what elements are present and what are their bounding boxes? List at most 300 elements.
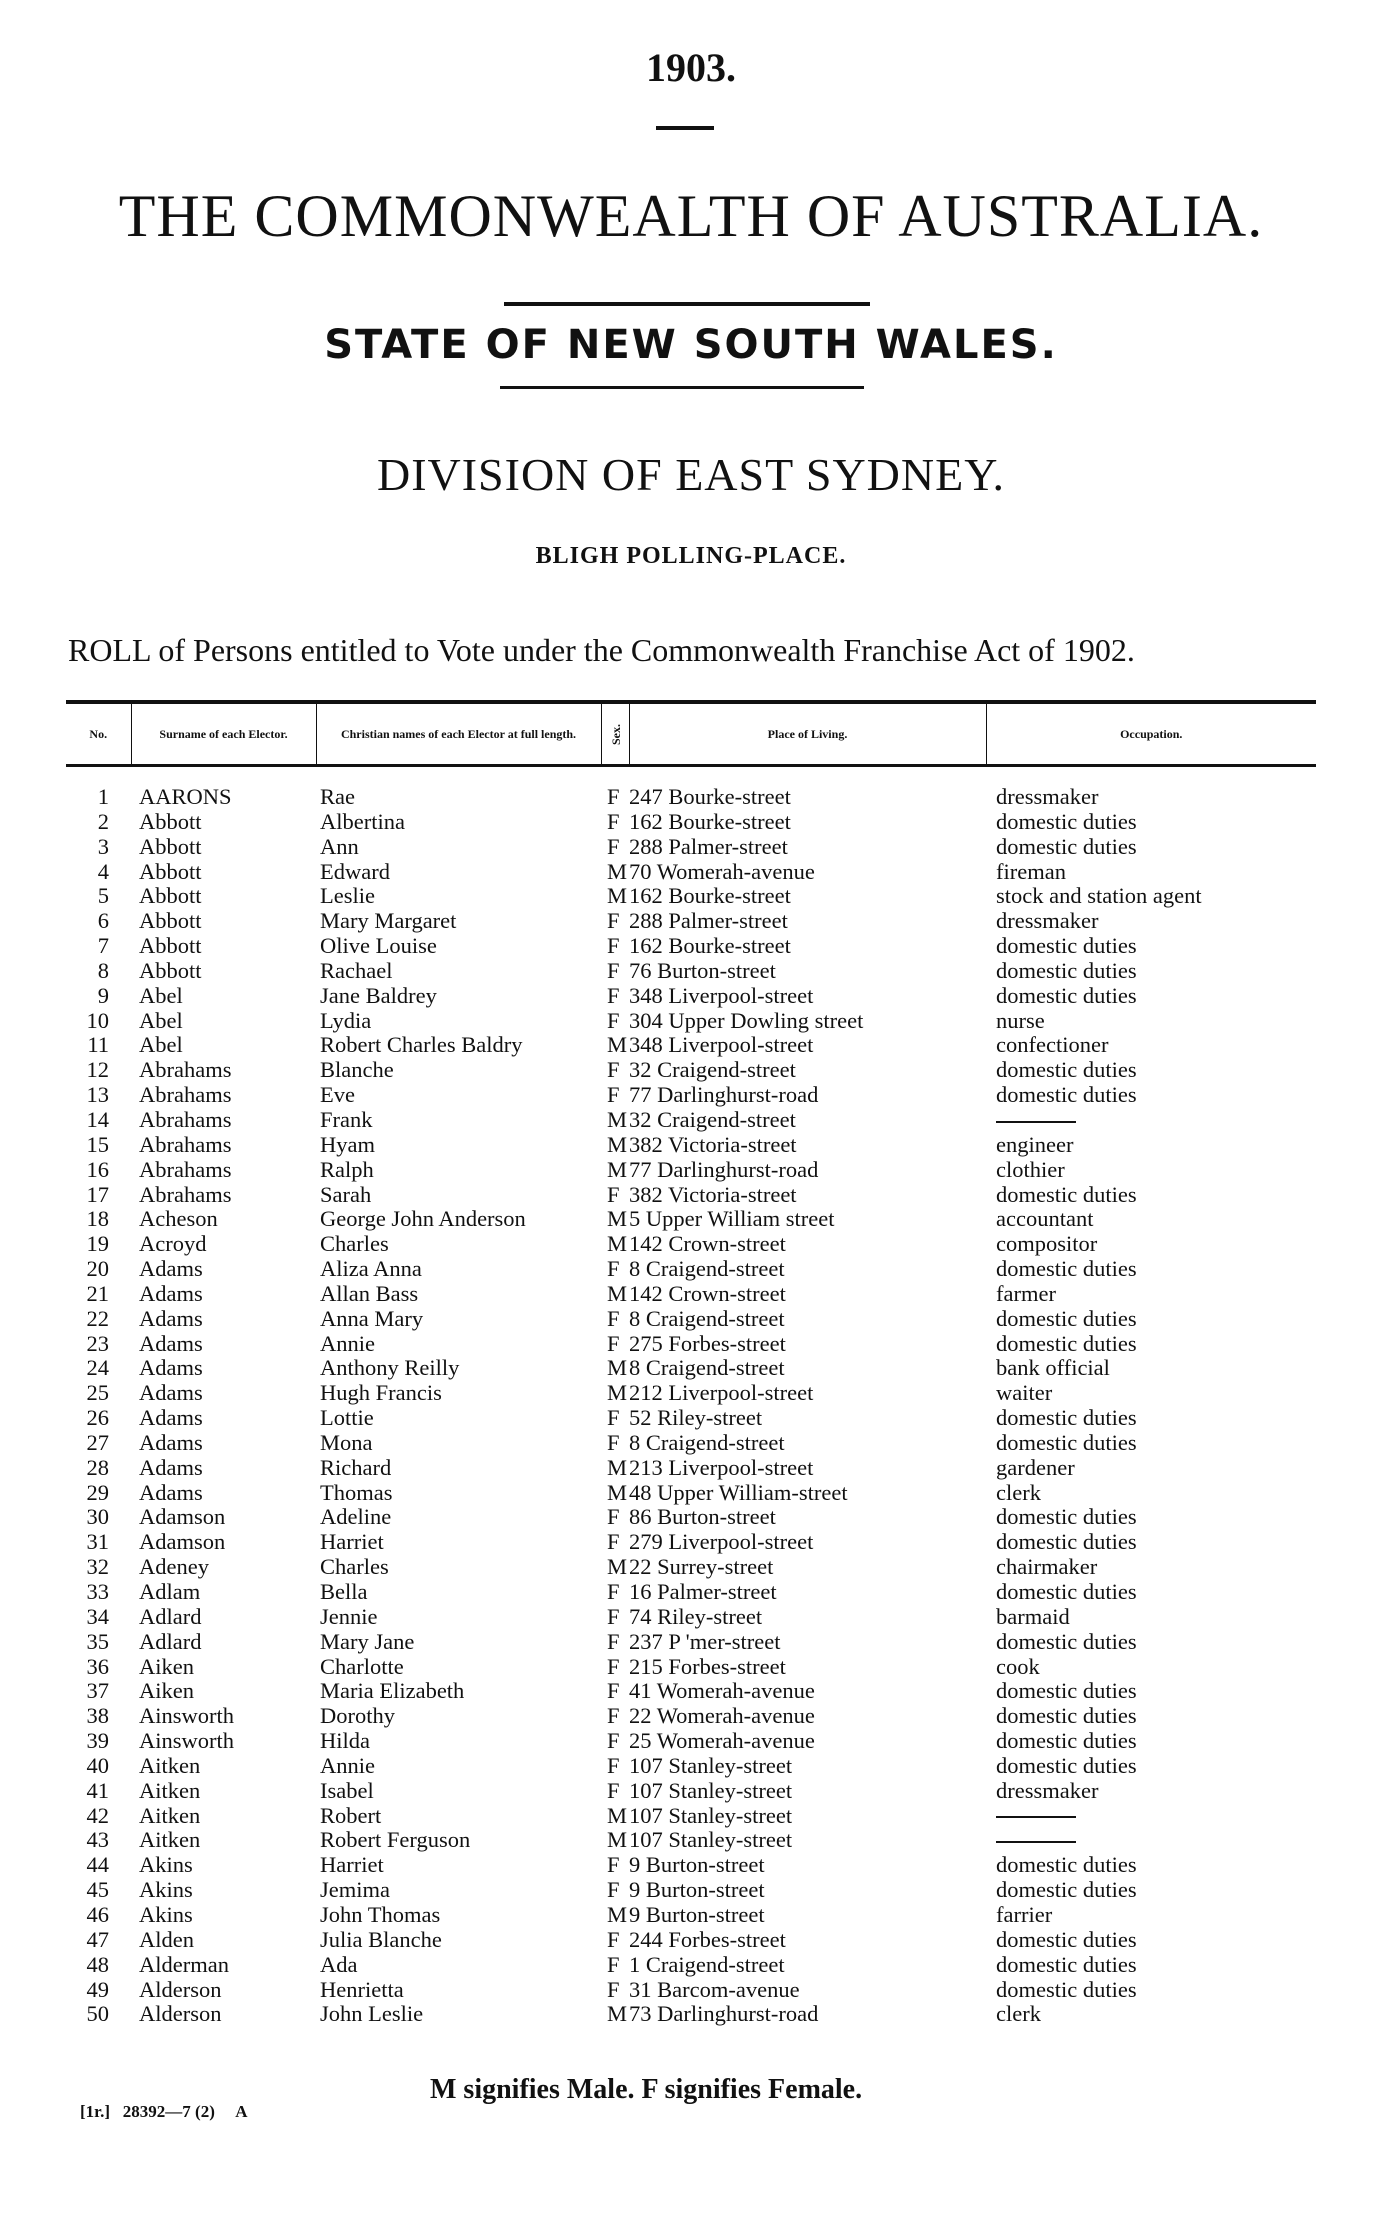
christian-names-cell: Charles: [320, 1554, 389, 1580]
christian-names-cell: Frank: [320, 1106, 373, 1132]
place-of-living-cell: 382 Victoria-street: [629, 1131, 797, 1157]
place-of-living-cell: 107 Stanley-street: [629, 1827, 793, 1853]
surname-cell: Adams: [139, 1429, 203, 1455]
row-number: 38: [86, 1703, 109, 1729]
occupation-cell: domestic duties: [996, 1181, 1137, 1207]
table-row: [66, 1505, 1316, 1530]
sex-cell: M: [607, 1156, 628, 1182]
sex-cell: M: [607, 883, 628, 909]
sex-cell: F: [607, 1628, 620, 1654]
row-number: 34: [86, 1603, 109, 1629]
sex-cell: F: [607, 1752, 620, 1778]
surname-cell: Abbott: [139, 808, 202, 834]
place-of-living-cell: 237 P 'mer-street: [629, 1628, 781, 1654]
place-of-living-cell: 8 Craigend-street: [629, 1429, 785, 1455]
sex-cell: M: [607, 1802, 628, 1828]
surname-cell: Ainsworth: [139, 1728, 234, 1754]
table-row: [66, 835, 1316, 860]
place-of-living-cell: 304 Upper Dowling street: [629, 1007, 864, 1033]
table-row: [66, 1456, 1316, 1481]
christian-names-cell: Bella: [320, 1579, 368, 1604]
christian-names-cell: Allan Bass: [320, 1280, 419, 1306]
place-of-living-cell: 288 Palmer-street: [629, 908, 788, 934]
place-of-living-cell: 107 Stanley-street: [629, 1752, 793, 1778]
table-row: [66, 1903, 1316, 1928]
row-number: 5: [97, 883, 109, 909]
christian-names-cell: Eve: [320, 1082, 355, 1108]
christian-names-cell: Annie: [320, 1330, 375, 1356]
surname-cell: Alderson: [139, 1976, 222, 2002]
sex-cell: F: [607, 1703, 620, 1729]
row-number: 37: [86, 1678, 109, 1704]
occupation-cell: domestic duties: [996, 1579, 1137, 1604]
table-row: [66, 1332, 1316, 1357]
sex-cell: F: [607, 1405, 620, 1431]
sex-cell: F: [607, 957, 620, 983]
surname-cell: Abbott: [139, 858, 202, 884]
row-number: 18: [86, 1206, 109, 1232]
table-row: [66, 1133, 1316, 1158]
christian-names-cell: Jennie: [320, 1603, 378, 1629]
surname-cell: Adams: [139, 1405, 203, 1431]
sex-cell: F: [607, 1777, 620, 1803]
table-row: [66, 1083, 1316, 1108]
christian-names-cell: Mona: [320, 1429, 373, 1455]
row-number: 28: [86, 1454, 109, 1480]
surname-cell: Abel: [139, 1032, 183, 1058]
table-row: [66, 934, 1316, 959]
surname-cell: Aiken: [139, 1653, 194, 1679]
surname-cell: Abbott: [139, 908, 202, 934]
occupation-cell: clerk: [996, 2001, 1041, 2027]
sex-cell: M: [607, 1280, 628, 1306]
place-of-living-cell: 142 Crown-street: [629, 1231, 786, 1257]
place-of-living-cell: 9 Burton-street: [629, 1901, 765, 1927]
surname-cell: Adams: [139, 1280, 203, 1306]
row-number: 16: [86, 1156, 109, 1182]
sex-cell: F: [607, 833, 620, 859]
surname-cell: Abrahams: [139, 1156, 232, 1182]
occupation-cell: dressmaker: [996, 908, 1099, 934]
occupation-cell: dressmaker: [996, 1777, 1099, 1803]
row-number: 12: [86, 1057, 109, 1083]
table-row: [66, 1282, 1316, 1307]
table-row: [66, 1828, 1316, 1853]
row-number: 25: [86, 1380, 109, 1406]
table-row: [66, 1754, 1316, 1779]
occupation-cell: engineer: [996, 1131, 1074, 1157]
table-body: [66, 766, 1316, 2028]
sex-cell: F: [607, 1429, 620, 1455]
surname-cell: Adams: [139, 1355, 203, 1381]
christian-names-cell: Richard: [320, 1454, 392, 1480]
place-of-living-cell: 244 Forbes-street: [629, 1926, 786, 1952]
surname-cell: Akins: [139, 1852, 193, 1878]
place-of-living-cell: 275 Forbes-street: [629, 1330, 786, 1356]
sex-cell: M: [607, 1131, 628, 1157]
table-row: [66, 1729, 1316, 1754]
row-number: 45: [86, 1877, 109, 1903]
table-row: [66, 1108, 1316, 1133]
place-of-living-cell: 77 Darlinghurst-road: [629, 1156, 819, 1182]
sex-cell: F: [607, 1579, 620, 1604]
occupation-cell: domestic duties: [996, 933, 1137, 959]
row-number: 15: [86, 1131, 109, 1157]
row-number: 30: [86, 1504, 109, 1530]
occupation-cell: barmaid: [996, 1603, 1070, 1629]
christian-names-cell: Lydia: [320, 1007, 372, 1033]
sex-cell: F: [607, 808, 620, 834]
christian-names-cell: Maria Elizabeth: [320, 1678, 465, 1704]
occupation-cell: domestic duties: [996, 1628, 1137, 1654]
occupation-cell: domestic duties: [996, 1852, 1137, 1878]
column-header-no: No.: [66, 702, 131, 766]
row-number: 20: [86, 1256, 109, 1282]
row-number: 48: [86, 1951, 109, 1977]
christian-names-cell: Jane Baldrey: [320, 982, 437, 1008]
place-of-living-cell: 162 Bourke-street: [629, 808, 791, 834]
christian-names-cell: Lottie: [320, 1405, 374, 1431]
christian-names-cell: Edward: [320, 858, 390, 884]
occupation-cell: waiter: [996, 1380, 1053, 1406]
surname-cell: Abbott: [139, 883, 202, 909]
christian-names-cell: Robert: [320, 1802, 382, 1828]
polling-place-title: BLIGH POLLING-PLACE.: [535, 543, 847, 569]
place-of-living-cell: 86 Burton-street: [629, 1504, 776, 1530]
table-row: [66, 1978, 1316, 2003]
table-row: [66, 959, 1316, 984]
place-of-living-cell: 70 Womerah-avenue: [629, 858, 815, 884]
row-number: 33: [86, 1579, 109, 1604]
blank-occupation-dash: [996, 1121, 1076, 1123]
row-number: 27: [86, 1429, 109, 1455]
surname-cell: Akins: [139, 1901, 193, 1927]
table-row: [66, 1356, 1316, 1381]
occupation-cell: compositor: [996, 1231, 1098, 1257]
column-header-occupation: Occupation.: [986, 702, 1316, 766]
table-row: [66, 1009, 1316, 1034]
country-title: THE COMMONWEALTH OF AUSTRALIA.: [118, 183, 1264, 249]
surname-cell: Alden: [139, 1926, 194, 1952]
sex-cell: F: [607, 1256, 620, 1282]
christian-names-cell: Annie: [320, 1752, 375, 1778]
christian-names-cell: Mary Jane: [320, 1628, 415, 1654]
row-number: 49: [86, 1976, 109, 2002]
place-of-living-cell: 73 Darlinghurst-road: [629, 2001, 819, 2027]
surname-cell: Abrahams: [139, 1131, 232, 1157]
surname-cell: Abel: [139, 1007, 183, 1033]
column-header-sex: Sex.: [601, 702, 629, 766]
division-title: DIVISION OF EAST SYDNEY.: [376, 449, 1006, 500]
christian-names-cell: Julia Blanche: [320, 1926, 442, 1952]
christian-names-cell: Thomas: [320, 1479, 393, 1505]
row-number: 29: [86, 1479, 109, 1505]
occupation-cell: farmer: [996, 1280, 1056, 1306]
surname-cell: Adams: [139, 1256, 203, 1282]
table-row: [66, 1779, 1316, 1804]
occupation-cell: domestic duties: [996, 808, 1137, 834]
row-number: 24: [86, 1355, 109, 1381]
surname-cell: Adlard: [139, 1603, 202, 1629]
surname-cell: Aitken: [139, 1827, 201, 1853]
table-row: [66, 1853, 1316, 1878]
sex-cell: F: [607, 1852, 620, 1878]
occupation-cell: domestic duties: [996, 1926, 1137, 1952]
row-number: 47: [86, 1926, 109, 1952]
surname-cell: Adams: [139, 1454, 203, 1480]
place-of-living-cell: 48 Upper William-street: [629, 1479, 848, 1505]
place-of-living-cell: 8 Craigend-street: [629, 1355, 785, 1381]
row-number: 8: [97, 957, 109, 983]
occupation-cell: domestic duties: [996, 1728, 1137, 1754]
place-of-living-cell: 107 Stanley-street: [629, 1802, 793, 1828]
christian-names-cell: Robert Charles Baldry: [320, 1032, 523, 1058]
row-number: 46: [86, 1901, 109, 1927]
electoral-roll-table: [66, 700, 1316, 2027]
sex-cell: F: [607, 1951, 620, 1977]
row-number: 11: [87, 1032, 109, 1058]
surname-cell: Adeney: [139, 1554, 209, 1580]
christian-names-cell: Olive Louise: [320, 933, 437, 959]
christian-names-cell: Harriet: [320, 1529, 384, 1555]
occupation-cell: domestic duties: [996, 1305, 1137, 1331]
surname-cell: Acheson: [139, 1206, 218, 1232]
sex-cell: F: [607, 1728, 620, 1754]
sex-cell: F: [607, 1529, 620, 1555]
sex-cell: M: [607, 1554, 628, 1580]
christian-names-cell: Charles: [320, 1231, 389, 1257]
sex-cell: F: [607, 784, 620, 809]
row-number: 26: [86, 1405, 109, 1431]
place-of-living-cell: 162 Bourke-street: [629, 933, 791, 959]
table-row: [66, 1679, 1316, 1704]
occupation-cell: domestic duties: [996, 1976, 1137, 2002]
surname-cell: Akins: [139, 1877, 193, 1903]
row-number: 2: [97, 808, 109, 834]
christian-names-cell: Ann: [320, 833, 359, 859]
table-row: [66, 1207, 1316, 1232]
year-rule: [656, 126, 714, 130]
place-of-living-cell: 107 Stanley-street: [629, 1777, 793, 1803]
sex-cell: M: [607, 1206, 628, 1232]
occupation-cell: domestic duties: [996, 1429, 1137, 1455]
column-header-place-of-living: Place of Living.: [629, 702, 986, 766]
occupation-cell: domestic duties: [996, 1057, 1137, 1083]
surname-cell: Adams: [139, 1380, 203, 1406]
place-of-living-cell: 32 Craigend-street: [629, 1057, 796, 1083]
table-header-row: [66, 702, 1316, 766]
table-row: [66, 1655, 1316, 1680]
occupation-cell: [986, 1828, 1316, 1853]
table-row: [66, 1431, 1316, 1456]
table-row: [66, 1804, 1316, 1829]
row-number: 42: [86, 1802, 109, 1828]
place-of-living-cell: 9 Burton-street: [629, 1852, 765, 1878]
table-row: [66, 1878, 1316, 1903]
occupation-cell: domestic duties: [996, 1256, 1137, 1282]
sex-cell: M: [607, 1231, 628, 1257]
row-number: 32: [86, 1554, 109, 1580]
table-row: [66, 1183, 1316, 1208]
occupation-cell: chairmaker: [996, 1554, 1098, 1580]
surname-cell: Adamson: [139, 1504, 226, 1530]
surname-cell: Aitken: [139, 1752, 201, 1778]
christian-names-cell: Hugh Francis: [320, 1380, 442, 1406]
surname-cell: Abrahams: [139, 1082, 232, 1108]
row-number: 41: [86, 1777, 109, 1803]
table-row: [66, 1605, 1316, 1630]
surname-cell: Abbott: [139, 833, 202, 859]
occupation-cell: cook: [996, 1653, 1040, 1679]
row-number: 6: [97, 908, 109, 934]
place-of-living-cell: 348 Liverpool-street: [629, 1032, 814, 1058]
christian-names-cell: Mary Margaret: [320, 908, 457, 934]
christian-names-cell: Hilda: [320, 1728, 370, 1754]
sex-cell: F: [607, 1653, 620, 1679]
place-of-living-cell: 32 Craigend-street: [629, 1106, 796, 1132]
place-of-living-cell: 213 Liverpool-street: [629, 1454, 814, 1480]
sex-cell: M: [607, 1380, 628, 1406]
table-row: [66, 1232, 1316, 1257]
sex-cell: M: [607, 1032, 628, 1058]
place-of-living-cell: 215 Forbes-street: [629, 1653, 786, 1679]
sex-cell: M: [607, 1355, 628, 1381]
sex-cell: M: [607, 858, 628, 884]
christian-names-cell: Jemima: [320, 1877, 390, 1903]
sex-cell: F: [607, 1330, 620, 1356]
occupation-cell: accountant: [996, 1206, 1094, 1232]
christian-names-cell: Albertina: [320, 808, 405, 834]
sex-cell: M: [607, 1106, 628, 1132]
sex-cell: F: [607, 1504, 620, 1530]
table-row: [66, 1530, 1316, 1555]
row-number: 31: [86, 1529, 109, 1555]
sex-cell: M: [607, 1901, 628, 1927]
sex-legend: M signifies Male. F signifies Female.: [430, 2074, 863, 2105]
blank-occupation-dash: [996, 1816, 1076, 1818]
christian-names-cell: Isabel: [320, 1777, 374, 1803]
occupation-cell: clothier: [996, 1156, 1065, 1182]
sex-cell: F: [607, 1057, 620, 1083]
sex-cell: M: [607, 1479, 628, 1505]
row-number: 1: [97, 784, 109, 809]
sex-cell: F: [607, 1976, 620, 2002]
surname-cell: Abel: [139, 982, 183, 1008]
row-number: 35: [86, 1628, 109, 1654]
row-number: 14: [86, 1106, 109, 1132]
table-row: [66, 1381, 1316, 1406]
christian-names-cell: Charlotte: [320, 1653, 404, 1679]
year-heading: 1903.: [646, 45, 736, 90]
place-of-living-cell: 382 Victoria-street: [629, 1181, 797, 1207]
christian-names-cell: Ada: [320, 1951, 358, 1977]
surname-cell: Aitken: [139, 1777, 201, 1803]
table-row: [66, 1580, 1316, 1605]
surname-cell: Acroyd: [139, 1231, 207, 1257]
sex-cell: F: [607, 1603, 620, 1629]
surname-cell: Aiken: [139, 1678, 194, 1704]
place-of-living-cell: 279 Liverpool-street: [629, 1529, 814, 1555]
table-row: [66, 860, 1316, 885]
place-of-living-cell: 25 Womerah-avenue: [629, 1728, 815, 1754]
place-of-living-cell: 5 Upper William street: [629, 1206, 835, 1232]
occupation-cell: clerk: [996, 1479, 1041, 1505]
occupation-cell: domestic duties: [996, 957, 1137, 983]
place-of-living-cell: 142 Crown-street: [629, 1280, 786, 1306]
christian-names-cell: Harriet: [320, 1852, 384, 1878]
table-row: [66, 1481, 1316, 1506]
surname-cell: Abbott: [139, 957, 202, 983]
sex-cell: F: [607, 1007, 620, 1033]
christian-names-cell: Henrietta: [320, 1976, 404, 2002]
table-row: [66, 1158, 1316, 1183]
place-of-living-cell: 9 Burton-street: [629, 1877, 765, 1903]
surname-cell: Adams: [139, 1330, 203, 1356]
sex-cell: F: [607, 933, 620, 959]
table-row: [66, 1630, 1316, 1655]
occupation-cell: domestic duties: [996, 833, 1137, 859]
surname-cell: Adamson: [139, 1529, 226, 1555]
christian-names-cell: Leslie: [320, 883, 375, 909]
place-of-living-cell: 76 Burton-street: [629, 957, 776, 983]
christian-names-cell: Anthony Reilly: [320, 1355, 460, 1381]
place-of-living-cell: 22 Womerah-avenue: [629, 1703, 815, 1729]
sex-cell: M: [607, 1827, 628, 1853]
occupation-cell: domestic duties: [996, 1951, 1137, 1977]
surname-cell: Alderman: [139, 1951, 229, 1977]
sex-cell: F: [607, 1181, 620, 1207]
place-of-living-cell: 77 Darlinghurst-road: [629, 1082, 819, 1108]
row-number: 50: [86, 2001, 109, 2027]
surname-cell: AARONS: [139, 784, 232, 809]
table-row: [66, 1307, 1316, 1332]
occupation-cell: domestic duties: [996, 1504, 1137, 1530]
christian-names-cell: Aliza Anna: [320, 1256, 422, 1282]
occupation-cell: bank official: [996, 1355, 1110, 1381]
table-row: [66, 1406, 1316, 1431]
row-number: 43: [86, 1827, 109, 1853]
place-of-living-cell: 41 Womerah-avenue: [629, 1678, 815, 1704]
place-of-living-cell: 52 Riley-street: [629, 1405, 763, 1431]
print-reference: [1r.] 28392—7 (2) A: [80, 2102, 248, 2121]
occupation-cell: [986, 1108, 1316, 1133]
surname-cell: Aitken: [139, 1802, 201, 1828]
table-row: [66, 2002, 1316, 2027]
occupation-cell: domestic duties: [996, 1330, 1137, 1356]
sex-cell: F: [607, 1926, 620, 1952]
place-of-living-cell: 16 Palmer-street: [629, 1579, 777, 1604]
occupation-cell: confectioner: [996, 1032, 1109, 1058]
table-row: [66, 1704, 1316, 1729]
place-of-living-cell: 74 Riley-street: [629, 1603, 763, 1629]
surname-cell: Adams: [139, 1479, 203, 1505]
blank-occupation-dash: [996, 1841, 1076, 1843]
roll-title: ROLL of Persons entitled to Vote under the Commonwealth Franchise Act of 1902.: [68, 632, 1135, 668]
occupation-cell: domestic duties: [996, 1082, 1137, 1108]
surname-cell: Adams: [139, 1305, 203, 1331]
surname-cell: Adlam: [139, 1579, 201, 1604]
occupation-cell: fireman: [996, 858, 1066, 884]
surname-cell: Abrahams: [139, 1106, 232, 1132]
table-row: [66, 1555, 1316, 1580]
occupation-cell: stock and station agent: [996, 883, 1202, 909]
sex-cell: F: [607, 1877, 620, 1903]
table-row: [66, 785, 1316, 810]
occupation-cell: gardener: [996, 1454, 1075, 1480]
row-number: 7: [97, 933, 109, 959]
row-number: 3: [97, 833, 109, 859]
christian-names-cell: Hyam: [320, 1131, 375, 1157]
